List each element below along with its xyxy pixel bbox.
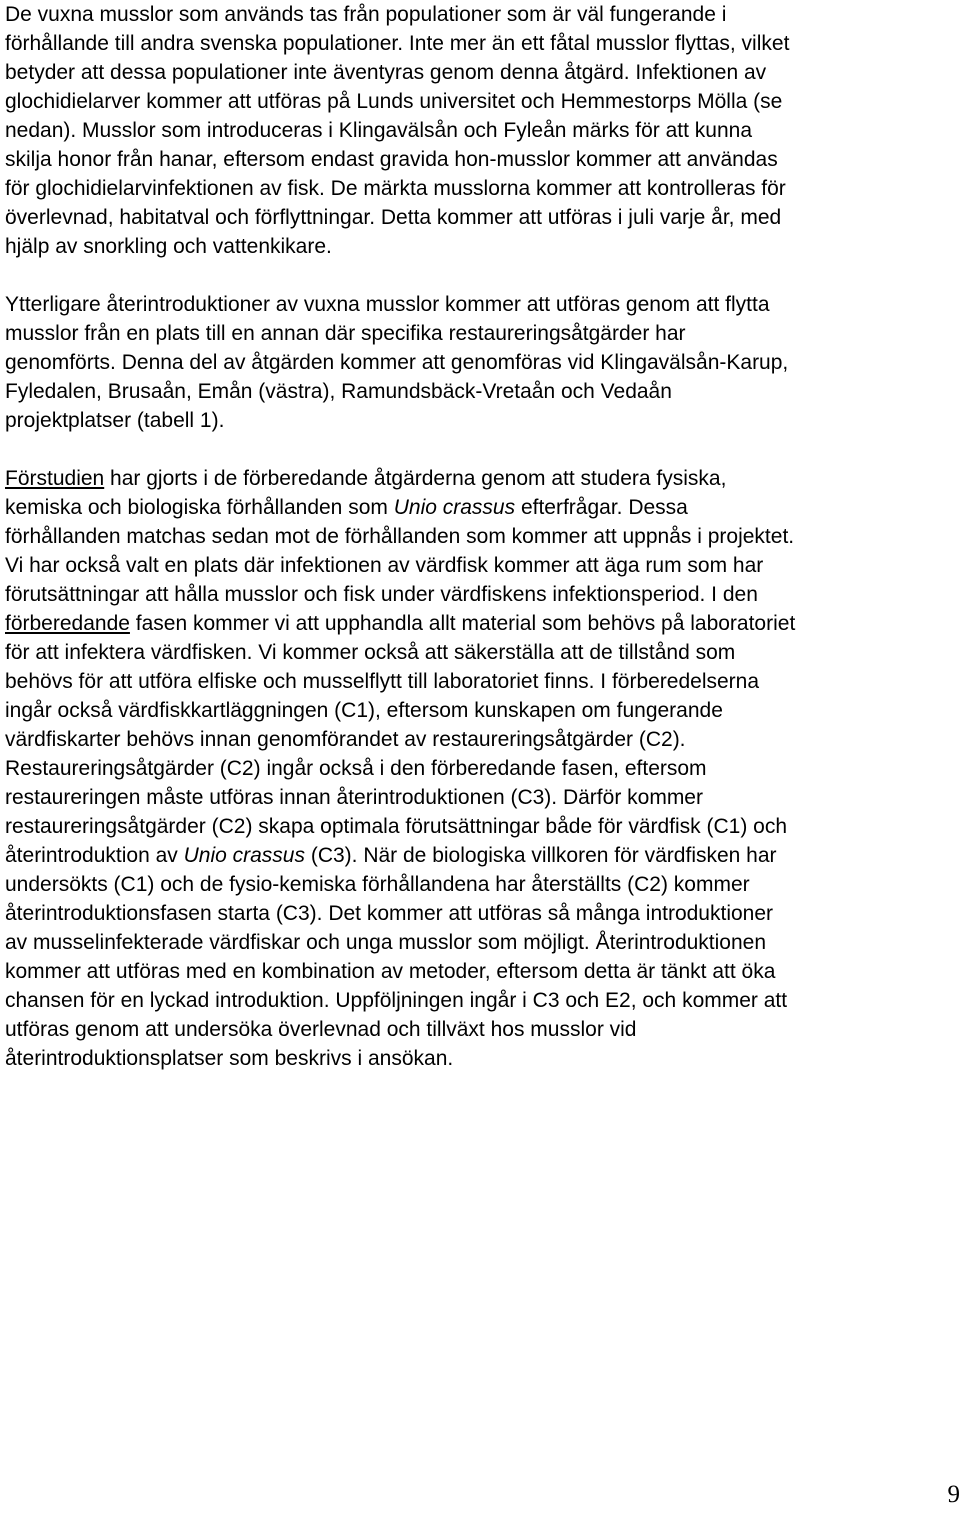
text-run: hjälp av snorkling och vattenkikare. bbox=[5, 235, 332, 258]
text-line bbox=[5, 290, 955, 319]
text-line bbox=[5, 580, 955, 609]
text-run: för glochidielarvinfektionen av fisk. De märkta musslorna kommer att kontrolleras för bbox=[5, 177, 786, 200]
text-run: restaureringen måste utföras innan återintroduktionen (C3). Därför kommer bbox=[5, 786, 703, 809]
text-line bbox=[5, 232, 955, 261]
text-line bbox=[5, 464, 955, 493]
text-run: behövs för att utföra elfiske och musselflytt till laboratoriet finns. I förberedelserna bbox=[5, 670, 760, 693]
text-run: Fyledalen, Brusaån, Emån (västra), Ramundsbäck-Vretaån och Vedaån bbox=[5, 380, 672, 403]
underlined-term: förberedande bbox=[5, 612, 130, 635]
text-run: förhållande till andra svenska populationer. Inte mer än ett fåtal musslor flyttas, vilket bbox=[5, 32, 790, 55]
text-run: av musselinfekterade värdfiskar och unga musslor som möjligt. Återintroduktionen bbox=[5, 931, 767, 954]
text-run: värdfiskarter behövs innan genomförandet av restaureringsåtgärder (C2). bbox=[5, 728, 686, 751]
text-run: skilja honor från hanar, eftersom endast gravida hon-musslor kommer att användas bbox=[5, 148, 778, 171]
text-line bbox=[5, 0, 955, 29]
text-line bbox=[5, 725, 955, 754]
text-run: återintroduktionsfasen starta (C3). Det kommer att utföras så många introduktioner bbox=[5, 902, 774, 925]
text-run: (C3). När de biologiska villkoren för värdfisken har bbox=[305, 844, 777, 867]
text-line bbox=[5, 870, 955, 899]
text-line bbox=[5, 203, 955, 232]
text-line bbox=[5, 1015, 955, 1044]
text-line bbox=[5, 754, 955, 783]
document-body bbox=[5, 0, 955, 1073]
page-number: 9 bbox=[947, 1481, 960, 1508]
text-run: glochidielarver kommer att utföras på Lunds universitet och Hemmestorps Mölla (se bbox=[5, 90, 783, 113]
text-line bbox=[5, 522, 955, 551]
text-line bbox=[5, 928, 955, 957]
text-run: fasen kommer vi att upphandla allt material som behövs på laboratoriet bbox=[129, 612, 796, 635]
text-run: restaureringsåtgärder (C2) skapa optimala förutsättningar både för värdfisk (C1) och bbox=[5, 815, 788, 838]
text-line bbox=[5, 899, 955, 928]
text-line bbox=[5, 29, 955, 58]
text-run: chansen för en lyckad introduktion. Uppföljningen ingår i C3 och E2, och kommer att bbox=[5, 989, 788, 1012]
text-run: betyder att dessa populationer inte äventyras genom denna åtgärd. Infektionen av bbox=[5, 61, 767, 84]
text-run: efterfrågar. Dessa bbox=[515, 496, 688, 519]
text-line bbox=[5, 87, 955, 116]
text-line bbox=[5, 638, 955, 667]
text-line bbox=[5, 986, 955, 1015]
text-line bbox=[5, 696, 955, 725]
text-run: Ytterligare återintroduktioner av vuxna musslor kommer att utföras genom att flytta bbox=[5, 293, 770, 316]
text-run: projektplatser (tabell 1). bbox=[5, 409, 225, 432]
text-run: De vuxna musslor som används tas från populationer som är väl fungerande i bbox=[5, 3, 727, 26]
text-line bbox=[5, 667, 955, 696]
text-run: utföras genom att undersöka överlevnad och tillväxt hos musslor vid bbox=[5, 1018, 637, 1041]
text-run: för att infektera värdfisken. Vi kommer också att säkerställa att de tillstånd som bbox=[5, 641, 736, 664]
text-line bbox=[5, 377, 955, 406]
text-line bbox=[5, 174, 955, 203]
species-name: Unio crassus bbox=[393, 496, 516, 519]
text-line bbox=[5, 783, 955, 812]
text-run: nedan). Musslor som introduceras i Klingavälsån och Fyleån märks för att kunna bbox=[5, 119, 753, 142]
text-line bbox=[5, 609, 955, 638]
paragraph bbox=[5, 464, 955, 1073]
text-run: ingår också värdfiskkartläggningen (C1), eftersom kunskapen om fungerande bbox=[5, 699, 723, 722]
text-run: kommer att utföras med en kombination av metoder, eftersom detta är tänkt att öka bbox=[5, 960, 776, 983]
text-line bbox=[5, 493, 955, 522]
text-run: Vi har också valt en plats där infektionen av värdfisk kommer att äga rum som har bbox=[5, 554, 764, 577]
text-run: musslor från en plats till en annan där specifika restaureringsåtgärder har bbox=[5, 322, 686, 345]
text-line bbox=[5, 406, 955, 435]
paragraph bbox=[5, 0, 955, 261]
text-line bbox=[5, 812, 955, 841]
text-run: undersökts (C1) och de fysio-kemiska förhållandena har återställts (C2) kommer bbox=[5, 873, 750, 896]
text-line bbox=[5, 116, 955, 145]
text-line bbox=[5, 1044, 955, 1073]
text-run: återintroduktionsplatser som beskrivs i ansökan. bbox=[5, 1047, 454, 1070]
paragraph bbox=[5, 290, 955, 435]
text-line bbox=[5, 58, 955, 87]
underlined-term: Förstudien bbox=[5, 467, 105, 490]
text-line bbox=[5, 319, 955, 348]
text-run: återintroduktion av bbox=[5, 844, 184, 867]
text-line bbox=[5, 551, 955, 580]
text-run: förhållanden matchas sedan mot de förhållanden som kommer att uppnås i projektet. bbox=[5, 525, 795, 548]
text-line bbox=[5, 348, 955, 377]
text-run: har gjorts i de förberedande åtgärderna genom att studera fysiska, bbox=[104, 467, 727, 490]
text-line bbox=[5, 145, 955, 174]
species-name: Unio crassus bbox=[183, 844, 305, 867]
text-run: kemiska och biologiska förhållanden som bbox=[5, 496, 394, 519]
text-run: överlevnad, habitatval och förflyttningar. Detta kommer att utföras i juli varje år, med bbox=[5, 206, 782, 229]
text-line bbox=[5, 841, 955, 870]
text-run: förutsättningar att hålla musslor och fisk under värdfiskens infektionsperiod. I den bbox=[5, 583, 758, 606]
text-run: genomförts. Denna del av åtgärden kommer att genomföras vid Klingavälsån-Karup, bbox=[5, 351, 789, 374]
text-run: Restaureringsåtgärder (C2) ingår också i den förberedande fasen, eftersom bbox=[5, 757, 707, 780]
text-line bbox=[5, 957, 955, 986]
